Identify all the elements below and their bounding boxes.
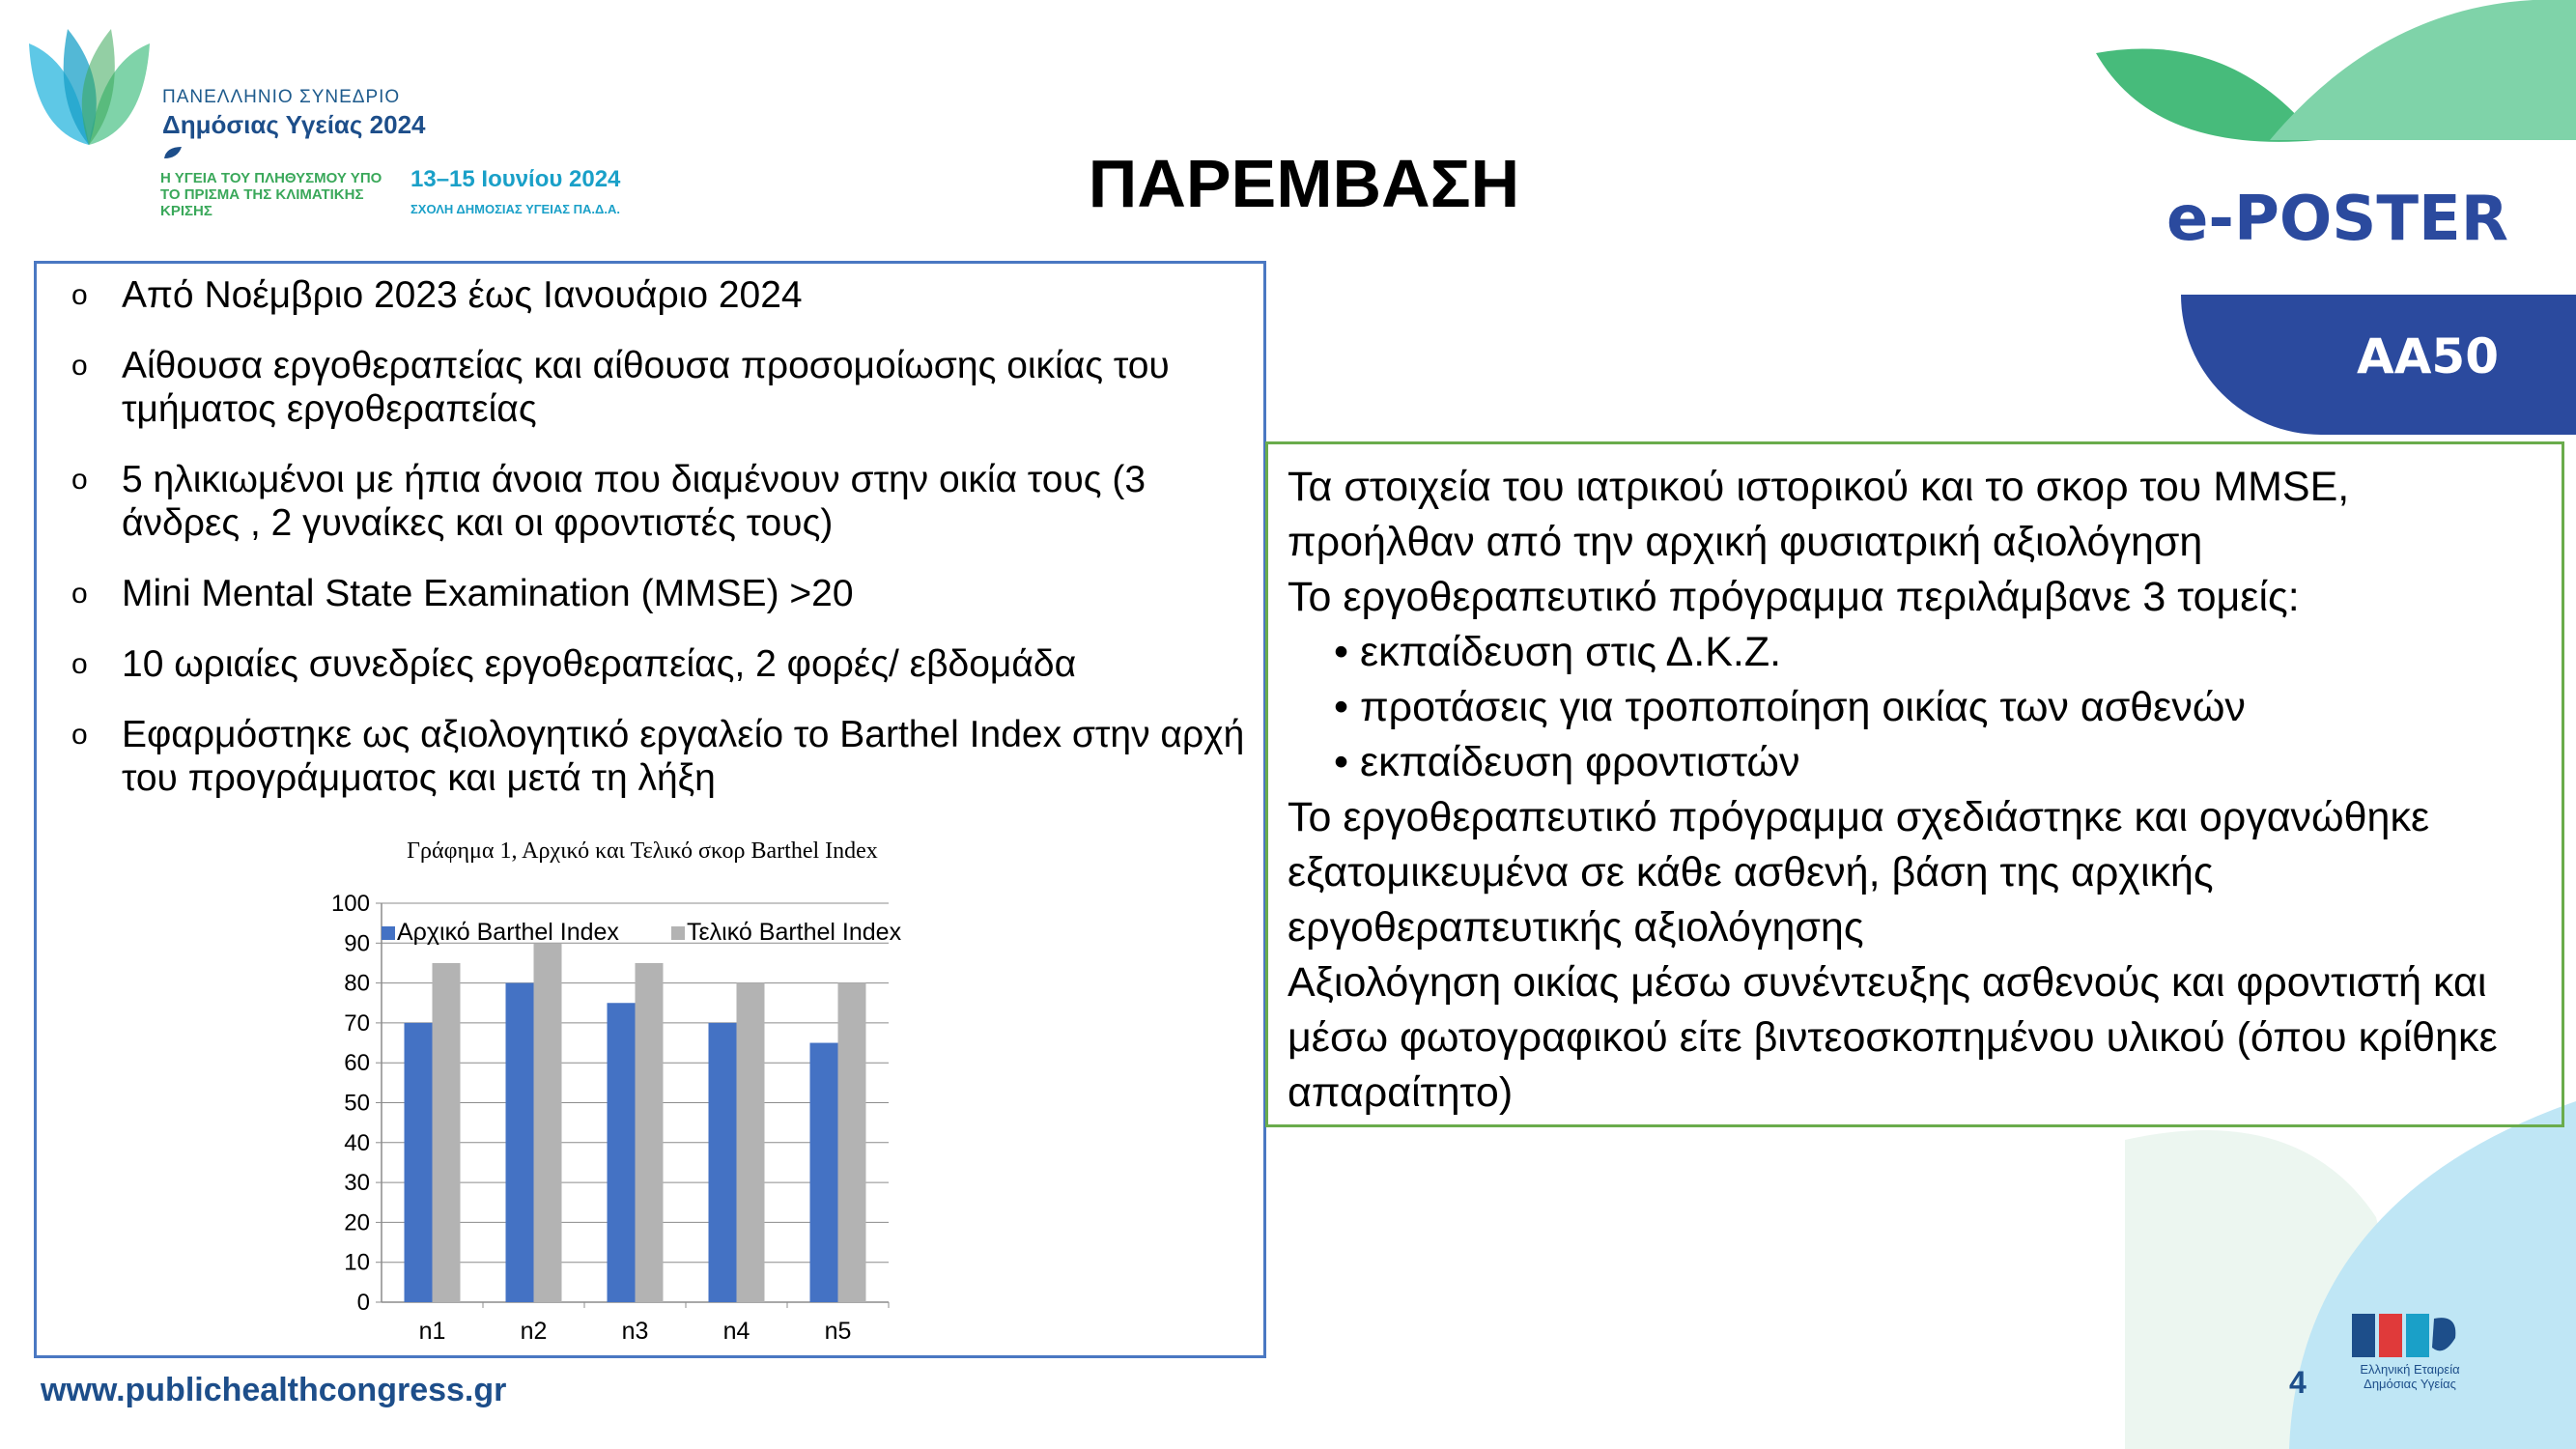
bar-final-n2: [534, 943, 562, 1302]
chart-title: Γράφημα 1, Αρχικό και Τελικό σκορ Barthel Index: [407, 838, 878, 864]
list-item-text: Εφαρμόστηκε ως αξιολογητικό εργαλείο το Barthel Index στην αρχή του προγράμματος και μετά τη λήξη: [122, 714, 1245, 799]
y-tick-label: 60: [344, 1050, 370, 1077]
y-tick-label: 10: [344, 1249, 370, 1276]
y-tick-label: 70: [344, 1009, 370, 1037]
legend-label: Αρχικό Barthel Index: [397, 919, 619, 946]
bar-final-n5: [838, 983, 866, 1302]
y-tick-label: 50: [344, 1090, 370, 1117]
paragraph-history: Τα στοιχεία του ιατρικού ιστορικού και το σκορ του MMSE, προήλθαν από την αρχική φυσιατρική αξιολόγηση: [1288, 464, 2350, 565]
list-item: [56, 642, 1254, 686]
x-tick-label: n1: [418, 1318, 446, 1345]
organization-logo-icon: [2347, 1309, 2463, 1362]
list-item-text: Από Νοέμβριο 2023 έως Ιανουάριο 2024: [122, 274, 803, 316]
paragraph-program: Το εργοθεραπευτικό πρόγραμμα περιλάμβανε 3 τομείς:: [1288, 574, 2300, 620]
list-item: [56, 713, 1254, 800]
decorative-shapes-bottom-right: [2125, 1082, 2576, 1449]
list-item: [56, 572, 1254, 615]
bar-initial-n5: [810, 1043, 838, 1302]
legend-swatch: [671, 926, 685, 940]
y-tick-label: 40: [344, 1129, 370, 1156]
conference-subtitle: Δημόσιας Υγείας 2024: [162, 110, 426, 139]
list-item-text: Αίθουσα εργοθεραπείας και αίθουσα προσομοίωσης οικίας του τμήματος εργοθεραπείας: [122, 345, 1170, 430]
x-tick-label: n3: [621, 1318, 649, 1345]
program-item: • εκπαίδευση φροντιστών: [1334, 739, 1800, 785]
page-title: ΠΑΡΕΜΒΑΣΗ: [1088, 146, 1520, 221]
conference-dates: 13–15 Ιουνίου 2024: [410, 166, 621, 192]
y-tick-label: 0: [356, 1290, 370, 1316]
paragraph-home-assessment: Αξιολόγηση οικίας μέσω συνέντευξης ασθενούς και φροντιστή και μέσω φωτογραφικού είτε βιντεοσκοπημένου υλικού (όπου κρίθηκε απαραίτητο): [1288, 959, 2498, 1116]
list-item-text: 5 ηλικιωμένοι με ήπια άνοια που διαμένουν στην οικία τους (3 άνδρες , 2 γυναίκες και οι φροντιστές τους): [122, 459, 1146, 544]
conference-theme: Η ΥΓΕΙΑ ΤΟΥ ΠΛΗΘΥΣΜΟΥ ΥΠΟ ΤΟ ΠΡΙΣΜΑ ΤΗΣ ΚΛΙΜΑΤΙΚΗΣ ΚΡΙΣΗΣ: [160, 170, 382, 219]
x-tick-label: n2: [520, 1318, 548, 1345]
eposter-label: e-POSTER: [2166, 184, 2508, 255]
paragraph-design: Το εργοθεραπευτικό πρόγραμμα σχεδιάστηκε και οργανώθηκε εξατομικευμένα σε κάθε ασθενή, βάση της αρχικής εργοθεραπευτικής αξιολόγησης: [1288, 794, 2430, 951]
x-tick-label: n4: [722, 1318, 750, 1345]
barthel-bar-chart: [309, 884, 947, 1357]
bullet-mark: o: [71, 719, 88, 751]
list-item: [56, 344, 1254, 431]
poster-code: AA50: [2357, 328, 2499, 384]
y-tick-label: 20: [344, 1209, 370, 1236]
method-bullet-list: [56, 273, 1254, 827]
organization-logo-text: Ελληνική Εταιρεία Δημόσιας Υγείας: [2360, 1362, 2460, 1391]
bar-final-n1: [433, 963, 461, 1302]
bullet-mark: o: [71, 578, 88, 610]
x-tick-label: n5: [824, 1318, 852, 1345]
conference-logo-icon: [24, 24, 155, 150]
bar-initial-n2: [506, 983, 534, 1302]
bar-initial-n1: [405, 1023, 433, 1302]
bar-final-n3: [636, 963, 664, 1302]
y-tick-label: 80: [344, 970, 370, 997]
bullet-mark: o: [71, 648, 88, 680]
program-item: • εκπαίδευση στις Δ.Κ.Ζ.: [1334, 629, 1782, 675]
legend-swatch: [382, 926, 395, 940]
conference-venue: ΣΧΟΛΗ ΔΗΜΟΣΙΑΣ ΥΓΕΙΑΣ ΠΑ.Δ.Α.: [410, 202, 620, 216]
intervention-description-box: [1265, 441, 2564, 1127]
list-item-text: 10 ωριαίες συνεδρίες εργοθεραπείας, 2 φορές/ εβδομάδα: [122, 643, 1077, 685]
list-item: [56, 273, 1254, 317]
bar-final-n4: [737, 983, 765, 1302]
program-item: • προτάσεις για τροποποίηση οικίας των ασθενών: [1334, 684, 2246, 730]
conference-name: ΠΑΝΕΛΛΗΝΙΟ ΣΥΝΕΔΡΙΟ: [162, 87, 401, 107]
logo-leaf-mark-icon: [162, 145, 184, 160]
y-tick-label: 100: [330, 891, 370, 917]
bullet-mark: o: [71, 350, 88, 382]
y-tick-label: 30: [344, 1170, 370, 1197]
legend-label: Τελικό Barthel Index: [687, 919, 902, 946]
page-number: 4: [2289, 1365, 2307, 1400]
list-item-text: Mini Mental State Examination (MMSE) >20: [122, 573, 854, 614]
decorative-leaves-top-right: [2077, 0, 2576, 164]
bullet-mark: o: [71, 279, 88, 311]
bar-initial-n4: [709, 1023, 737, 1302]
y-tick-label: 90: [344, 930, 370, 957]
bar-initial-n3: [608, 1003, 636, 1302]
website-link[interactable]: www.publichealthcongress.gr: [41, 1372, 507, 1408]
list-item: [56, 458, 1254, 545]
bullet-mark: o: [71, 464, 88, 496]
